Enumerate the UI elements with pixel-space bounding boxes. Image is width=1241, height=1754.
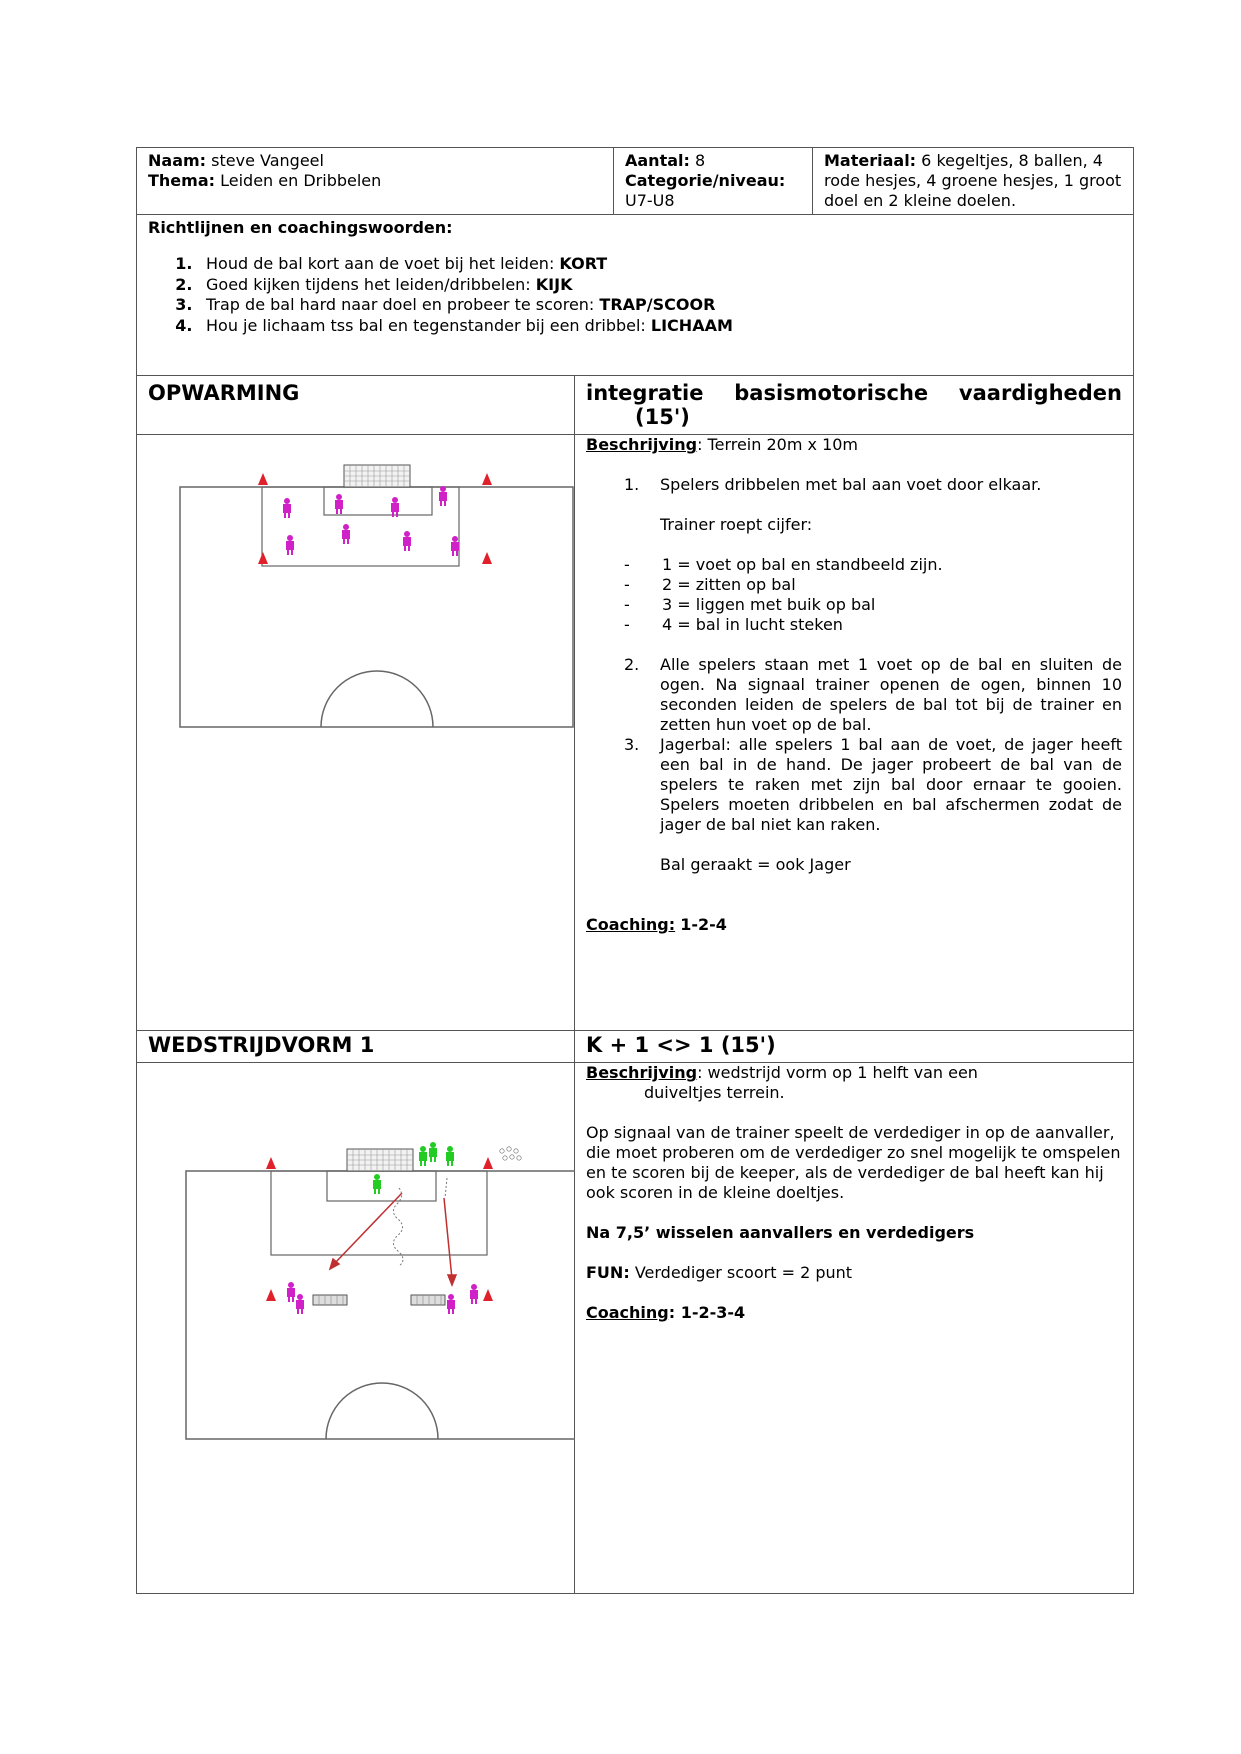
jager-note: Bal geraakt = ook Jager [660, 855, 851, 874]
pass-arrow [330, 1193, 456, 1285]
guideline-item: 3. Trap de bal hard naar doel en probeer te scoren: TRAP/SCOOR [198, 295, 1122, 316]
dribble-path [445, 1178, 447, 1198]
match-coaching-value: : 1-2-3-4 [668, 1303, 746, 1322]
big-goal [344, 465, 410, 487]
guidelines-list [148, 254, 1122, 336]
warmup-desc-value: : Terrein 20m x 10m [697, 435, 859, 454]
warmup-duration: (15') [635, 405, 690, 429]
match-title: WEDSTRIJDVORM 1 [148, 1033, 375, 1057]
fun-label: FUN: [586, 1263, 630, 1282]
materiaal-value: 6 kegeltjes, 8 ballen, 4 rode hesjes, 4 groene hesjes, 1 groot doel en 2 kleine doelen. [824, 151, 1122, 210]
match-desc-value: : wedstrijd vorm op 1 helft van een [697, 1063, 978, 1082]
header-row [137, 148, 1134, 215]
thema-value: Leiden en Dribbelen [220, 171, 382, 190]
warmup-coaching-label: Coaching: [586, 915, 676, 934]
name-theme-cell [137, 148, 614, 215]
categorie-label: Categorie/niveau: [625, 171, 786, 190]
guideline-item: 4. Hou je lichaam tss bal en tegenstander bij een dribbel: LICHAAM [198, 316, 1122, 337]
player-icon [283, 486, 459, 556]
call-item: - 3 = liggen met buik op bal [624, 595, 876, 614]
warmup-subtitle: integratie basismotorische vaardigheden [586, 381, 1122, 405]
materiaal-label: Materiaal: [824, 151, 917, 170]
match-title-cell [137, 1031, 575, 1063]
guideline-item: 1. Houd de bal kort aan de voet bij het leiden: KORT [198, 254, 1122, 275]
guidelines-title: Richtlijnen en coachingswoorden: [148, 218, 453, 237]
thema-label: Thema: [148, 171, 216, 190]
guideline-item: 2. Goed kijken tijdens het leiden/dribbelen: KIJK [198, 275, 1122, 296]
session-table [136, 147, 1134, 1594]
warmup-coaching-value: 1-2-4 [680, 915, 727, 934]
match-title-row [137, 1031, 1134, 1063]
center-circle [321, 671, 433, 727]
match-subtitle-cell [575, 1031, 1134, 1063]
match-subtitle: K + 1 <> 1 (15') [586, 1033, 776, 1057]
warmup-diagram-cell [137, 435, 575, 1031]
warmup-step-1: 1. Spelers dribbelen met bal aan voet door elkaar. [624, 475, 1042, 494]
warmup-title: OPWARMING [148, 381, 300, 405]
match-diagram-cell [137, 1063, 575, 1594]
categorie-value: U7-U8 [625, 191, 675, 210]
field-outline [186, 1171, 575, 1439]
session-sheet [136, 147, 1133, 1594]
big-goal [347, 1149, 413, 1171]
guidelines-cell [137, 215, 1134, 376]
match-coaching-label: Coaching [586, 1303, 669, 1322]
warmup-field-diagram [137, 435, 575, 1026]
goal-area [327, 1171, 436, 1201]
small-goal [313, 1295, 347, 1305]
match-content-row [137, 1063, 1134, 1594]
warmup-title-cell [137, 376, 575, 435]
aantal-value: 8 [695, 151, 706, 170]
guidelines-row [137, 215, 1134, 376]
call-item: - 4 = bal in lucht steken [624, 615, 843, 634]
warmup-desc-label: Beschrijving [586, 435, 698, 454]
warmup-description-cell [575, 435, 1134, 1031]
call-item: - 1 = voet op bal en standbeeld zijn. [624, 555, 943, 574]
naam-label: Naam: [148, 151, 207, 170]
call-item: - 2 = zitten op bal [624, 575, 796, 594]
warmup-content-row [137, 435, 1134, 1031]
materials-cell [813, 148, 1134, 215]
count-category-cell [614, 148, 813, 215]
warmup-step-3: 3. Jagerbal: alle spelers 1 bal aan de voet, de jager heeft een bal in de hand. De jager probeert de bal van de spelers te raken met zijn bal door ernaar te gooien. Spelers moeten dribbelen en bal afschermen zodat de jager de bal niet kan raken. [624, 735, 1122, 834]
match-desc-label: Beschrijving [586, 1063, 698, 1082]
fun-value: Verdediger scoort = 2 punt [634, 1263, 853, 1282]
small-goal [411, 1295, 445, 1305]
warmup-subtitle-cell [575, 376, 1134, 435]
match-description-cell [575, 1063, 1134, 1594]
aantal-label: Aantal: [625, 151, 690, 170]
warmup-step-2: 2. Alle spelers staan met 1 voet op de bal en sluiten de ogen. Na signaal trainer openen de ogen, binnen 10 seconden leiden de spelers de bal tot bij de trainer en zetten hun voet op de bal. [624, 655, 1122, 734]
match-desc-cont: duiveltjes terrein. [644, 1083, 785, 1102]
match-field-diagram [137, 1063, 575, 1589]
warmup-title-row [137, 376, 1134, 435]
match-paragraph: Op signaal van de trainer speelt de verdediger in op de aanvaller, die moet proberen om de verdediger zo snel mogelijk te omspelen en te scoren bij de keeper, als de verdediger de bal heeft kan hij ook scoren in de kleine doeltjes. [586, 1123, 1121, 1202]
field-outline [180, 487, 573, 727]
naam-value: steve Vangeel [211, 151, 324, 170]
trainer-call: Trainer roept cijfer: [660, 515, 813, 534]
ball-icon [500, 1147, 521, 1160]
center-circle [326, 1383, 438, 1439]
switch-note: Na 7,5’ wisselen aanvallers en verdedigers [586, 1223, 975, 1242]
